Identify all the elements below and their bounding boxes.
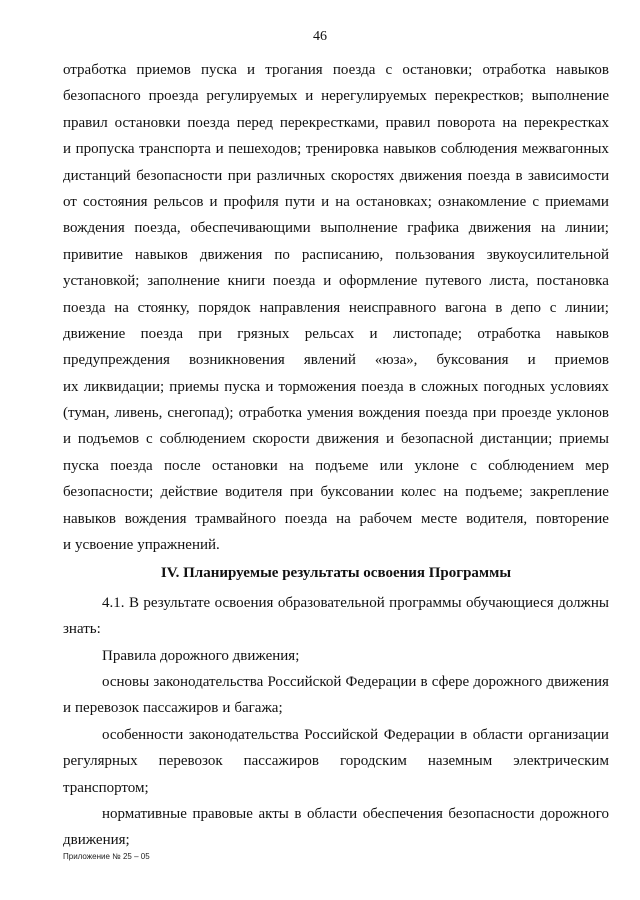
text-line bbox=[63, 590, 609, 616]
word: с bbox=[146, 431, 153, 448]
word: навыков bbox=[63, 510, 116, 527]
word: безопасности; bbox=[63, 484, 154, 501]
text-line bbox=[63, 295, 609, 321]
word: поезда bbox=[284, 510, 328, 527]
word: порядок bbox=[198, 299, 251, 316]
word: правил bbox=[385, 114, 431, 131]
word: рабочем bbox=[359, 510, 413, 527]
word: наземным bbox=[427, 753, 493, 770]
word: заполнение bbox=[147, 273, 220, 290]
word: и bbox=[247, 62, 256, 78]
text-line bbox=[63, 506, 609, 532]
word: звукоусилительной bbox=[486, 246, 609, 263]
word: и bbox=[305, 88, 314, 105]
word: с bbox=[532, 193, 540, 210]
word: грязных bbox=[237, 325, 290, 342]
word: при bbox=[289, 484, 314, 501]
word: движения bbox=[399, 167, 463, 184]
word: поезда bbox=[467, 167, 511, 184]
word: сложных bbox=[421, 378, 479, 395]
word: установкой; bbox=[63, 273, 140, 290]
word: соблюдением bbox=[488, 457, 575, 474]
word: профиля bbox=[223, 193, 279, 210]
word: вождения bbox=[124, 510, 187, 527]
text-line bbox=[63, 83, 609, 109]
word: приемов bbox=[136, 62, 191, 78]
word: В bbox=[128, 594, 139, 611]
word: буксовании bbox=[320, 484, 394, 501]
word: проезда bbox=[148, 88, 199, 105]
word: и bbox=[222, 700, 231, 717]
text-line bbox=[63, 722, 609, 748]
word: знать: bbox=[63, 621, 101, 638]
word: трамвайного bbox=[195, 510, 277, 527]
word: закрепление bbox=[530, 484, 609, 501]
word: на bbox=[335, 193, 350, 210]
word: остановки bbox=[114, 114, 181, 131]
word: в bbox=[408, 378, 416, 395]
word: освоения bbox=[214, 594, 274, 611]
word: программы bbox=[389, 594, 462, 611]
word: различных bbox=[256, 167, 326, 184]
word: регулярных bbox=[63, 753, 138, 770]
word: рельсах bbox=[304, 325, 355, 342]
text-line bbox=[63, 748, 609, 774]
word: ознакомление bbox=[438, 193, 527, 210]
word: выполнение bbox=[531, 88, 609, 105]
word: навыков bbox=[556, 325, 609, 342]
word: поезда bbox=[332, 62, 376, 78]
word: перевозок bbox=[158, 753, 223, 770]
word: водителя bbox=[225, 484, 283, 501]
word: трогания bbox=[265, 62, 323, 78]
word: обеспечивающими bbox=[190, 220, 311, 237]
word: особенности bbox=[102, 726, 184, 743]
word: с bbox=[470, 457, 477, 474]
text-line bbox=[63, 242, 609, 268]
word: отработка bbox=[238, 405, 302, 422]
text-line bbox=[63, 426, 609, 452]
word: с bbox=[385, 62, 393, 78]
word: подъемов bbox=[77, 431, 140, 448]
word: пропуска bbox=[75, 141, 135, 158]
word: акты bbox=[258, 805, 289, 822]
word: транспортом; bbox=[63, 779, 149, 796]
word: и bbox=[527, 352, 536, 369]
word: усвоение bbox=[75, 537, 134, 554]
word: на bbox=[443, 484, 459, 501]
word: перекрестков; bbox=[434, 88, 524, 105]
word: скоростях bbox=[330, 167, 395, 184]
word: на bbox=[502, 114, 517, 131]
word: привитие bbox=[63, 246, 123, 263]
word: на bbox=[336, 510, 351, 527]
word: путевого bbox=[425, 273, 482, 290]
word: с bbox=[549, 299, 557, 316]
word: дорожного bbox=[540, 805, 609, 822]
word: и bbox=[63, 700, 72, 717]
word: (туман, bbox=[63, 405, 110, 422]
word: правовые bbox=[192, 805, 253, 822]
word: регулируемых bbox=[206, 88, 298, 105]
word: уклоне bbox=[414, 457, 459, 474]
word: поезда bbox=[63, 299, 106, 316]
text-line bbox=[63, 189, 609, 215]
word: области bbox=[307, 805, 358, 822]
text-line bbox=[63, 374, 609, 400]
text-line bbox=[63, 827, 609, 853]
word: дистанции; bbox=[480, 431, 553, 448]
text-line bbox=[63, 347, 609, 373]
word: действие bbox=[160, 484, 218, 501]
word: стоянку, bbox=[137, 299, 190, 316]
word: организации bbox=[528, 726, 609, 743]
word: графика bbox=[407, 220, 460, 237]
word: ливень, bbox=[114, 405, 163, 422]
word: и bbox=[323, 273, 332, 290]
section-heading: IV. Планируемые результаты освоения Программы bbox=[160, 565, 512, 582]
word: пользования bbox=[395, 246, 475, 263]
word: отработка bbox=[482, 62, 546, 78]
word: приемы bbox=[559, 431, 609, 448]
word: и bbox=[63, 141, 72, 158]
text-line bbox=[63, 616, 609, 642]
word: состояния bbox=[82, 193, 148, 210]
word: поезда bbox=[187, 114, 230, 131]
word: поезда bbox=[425, 405, 468, 422]
word: повторение bbox=[535, 510, 609, 527]
text-line bbox=[63, 479, 609, 505]
text-line bbox=[63, 110, 609, 136]
word: нерегулируемых bbox=[321, 88, 427, 105]
word: перекрестках bbox=[523, 114, 609, 131]
list-item-legislation-specifics bbox=[63, 722, 609, 801]
word: пассажиров bbox=[142, 700, 219, 717]
word: предупреждения bbox=[63, 352, 170, 369]
word: навыков bbox=[556, 62, 609, 78]
word: Федерации bbox=[383, 726, 455, 743]
word: в bbox=[294, 805, 302, 822]
text-line bbox=[63, 775, 609, 801]
footer-attachment-label: Приложение № 25 – 05 bbox=[63, 852, 150, 861]
word: подъеме bbox=[315, 457, 369, 474]
word: поезда, bbox=[134, 220, 181, 237]
word: и bbox=[265, 378, 274, 395]
word: обучающиеся bbox=[466, 594, 554, 611]
word: поезда bbox=[110, 457, 153, 474]
text-line bbox=[63, 321, 609, 347]
word: в bbox=[420, 673, 428, 690]
word: листопаде; bbox=[392, 325, 462, 342]
word: месте bbox=[420, 510, 458, 527]
word: навыков bbox=[134, 246, 188, 263]
word: уклонов bbox=[556, 405, 609, 422]
word: поворота bbox=[437, 114, 496, 131]
word: линии; bbox=[565, 299, 609, 316]
word: перед bbox=[236, 114, 273, 131]
word: вождения bbox=[358, 405, 421, 422]
word: и bbox=[215, 141, 224, 158]
word: вагона bbox=[445, 299, 487, 316]
word: межвагонных bbox=[521, 141, 609, 158]
word: дистанций bbox=[63, 167, 131, 184]
word: багажа; bbox=[234, 700, 283, 717]
word: или bbox=[379, 457, 404, 474]
word: транспорта bbox=[139, 141, 211, 158]
word: на bbox=[114, 299, 129, 316]
word: пассажиров bbox=[243, 753, 319, 770]
word: явлений bbox=[303, 352, 356, 369]
word: безопасного bbox=[63, 88, 141, 105]
word: электрическим bbox=[513, 753, 609, 770]
word: основы bbox=[102, 673, 150, 690]
word: и bbox=[321, 193, 330, 210]
word: выполнение bbox=[320, 220, 398, 237]
word: после bbox=[163, 457, 201, 474]
word: скорости bbox=[252, 431, 310, 448]
word: при bbox=[472, 405, 497, 422]
word: области bbox=[472, 726, 523, 743]
word: приемов bbox=[554, 352, 609, 369]
word: пуска bbox=[200, 62, 237, 78]
word: пуска bbox=[224, 378, 261, 395]
word: рельсов bbox=[153, 193, 204, 210]
word: возникновения bbox=[188, 352, 285, 369]
word: результате bbox=[143, 594, 211, 611]
list-item-safety-acts bbox=[63, 801, 609, 854]
page-number: 46 bbox=[313, 29, 327, 44]
word: сфере bbox=[431, 673, 470, 690]
word: перевозок bbox=[75, 700, 139, 717]
word: пуска bbox=[63, 457, 99, 474]
word: приемами bbox=[545, 193, 609, 210]
word: движения bbox=[546, 673, 609, 690]
word: в bbox=[495, 299, 503, 316]
word: упражнений. bbox=[137, 537, 220, 554]
word: Российской bbox=[304, 726, 379, 743]
word: при bbox=[198, 325, 222, 342]
word: расписанию, bbox=[301, 246, 384, 263]
word: безопасности bbox=[136, 167, 223, 184]
word: в bbox=[515, 167, 523, 184]
word: соблюдением bbox=[159, 431, 246, 448]
text-line bbox=[63, 453, 609, 479]
word: депо bbox=[511, 299, 541, 316]
word: движения bbox=[316, 431, 380, 448]
word: умения bbox=[307, 405, 354, 422]
word: 4.1. bbox=[102, 594, 125, 611]
text-line bbox=[63, 57, 609, 83]
word: безопасности bbox=[448, 805, 535, 822]
word: поезда bbox=[272, 273, 316, 290]
word: поезда bbox=[140, 325, 184, 342]
word: мер bbox=[585, 457, 609, 474]
word: их bbox=[63, 378, 79, 395]
word: неисправного bbox=[348, 299, 437, 316]
word: остановки; bbox=[402, 62, 473, 78]
word: снегопад); bbox=[167, 405, 234, 422]
word: проезде bbox=[501, 405, 552, 422]
text-line bbox=[63, 801, 609, 827]
word: оформление bbox=[339, 273, 418, 290]
text-line bbox=[63, 400, 609, 426]
word: движение bbox=[63, 325, 126, 342]
word: законодательства bbox=[153, 673, 264, 690]
word: отработка bbox=[63, 62, 127, 78]
word: должны bbox=[558, 594, 609, 611]
word: по bbox=[274, 246, 290, 263]
word: направления bbox=[259, 299, 341, 316]
text-line bbox=[63, 136, 609, 162]
word: торможения bbox=[278, 378, 357, 395]
word: навыков bbox=[383, 141, 437, 158]
word: движения bbox=[199, 246, 263, 263]
word: листа, bbox=[489, 273, 529, 290]
document-body bbox=[63, 57, 609, 854]
word: безопасной bbox=[400, 431, 474, 448]
word: отработка bbox=[477, 325, 541, 342]
word: на bbox=[540, 220, 556, 237]
word: буксования bbox=[436, 352, 509, 369]
word: образовательной bbox=[277, 594, 385, 611]
text-line bbox=[63, 695, 609, 721]
word: на bbox=[289, 457, 304, 474]
word: остановках; bbox=[356, 193, 432, 210]
word: поезда bbox=[361, 378, 404, 395]
word: при bbox=[227, 167, 252, 184]
word: и bbox=[209, 193, 218, 210]
word: Федерации bbox=[345, 673, 417, 690]
text-line bbox=[63, 215, 609, 241]
paragraph-practice-exercises bbox=[63, 57, 609, 558]
list-item-legislation-basics bbox=[63, 669, 609, 722]
word: постановка bbox=[536, 273, 609, 290]
word: дорожного bbox=[473, 673, 543, 690]
word: и bbox=[63, 431, 72, 448]
word: пешеходов; bbox=[228, 141, 302, 158]
word: движения; bbox=[63, 832, 130, 849]
word: колес bbox=[401, 484, 437, 501]
word: в bbox=[460, 726, 468, 743]
word: погодных bbox=[483, 378, 546, 395]
word: и bbox=[63, 537, 72, 554]
paragraph-learning-outcomes bbox=[63, 590, 609, 643]
word: «юза», bbox=[374, 352, 418, 369]
text-line bbox=[63, 163, 609, 189]
word: ликвидации; bbox=[83, 378, 165, 395]
word: тренировка bbox=[305, 141, 379, 158]
word: водителя, bbox=[466, 510, 528, 527]
word: соблюдения bbox=[440, 141, 518, 158]
word: подъеме; bbox=[465, 484, 523, 501]
word: от bbox=[63, 193, 77, 210]
word: городским bbox=[339, 753, 407, 770]
word: Российской bbox=[267, 673, 342, 690]
list-item-traffic-rules: Правила дорожного движения; bbox=[102, 647, 300, 664]
word: книги bbox=[227, 273, 266, 290]
text-line bbox=[63, 532, 609, 558]
word: зависимости bbox=[527, 167, 609, 184]
word: условиях bbox=[550, 378, 609, 395]
word: и bbox=[369, 325, 378, 342]
word: пути bbox=[284, 193, 316, 210]
word: линии; bbox=[565, 220, 609, 237]
word: правил bbox=[63, 114, 108, 131]
text-line bbox=[63, 669, 609, 695]
word: остановки bbox=[211, 457, 278, 474]
word: обеспечения bbox=[362, 805, 443, 822]
word: нормативные bbox=[102, 805, 187, 822]
word: законодательства bbox=[188, 726, 299, 743]
text-line bbox=[63, 268, 609, 294]
word: перекрестками, bbox=[279, 114, 379, 131]
word: и bbox=[385, 431, 394, 448]
word: вождения bbox=[63, 220, 125, 237]
word: движения bbox=[468, 220, 532, 237]
word: приемы bbox=[169, 378, 220, 395]
